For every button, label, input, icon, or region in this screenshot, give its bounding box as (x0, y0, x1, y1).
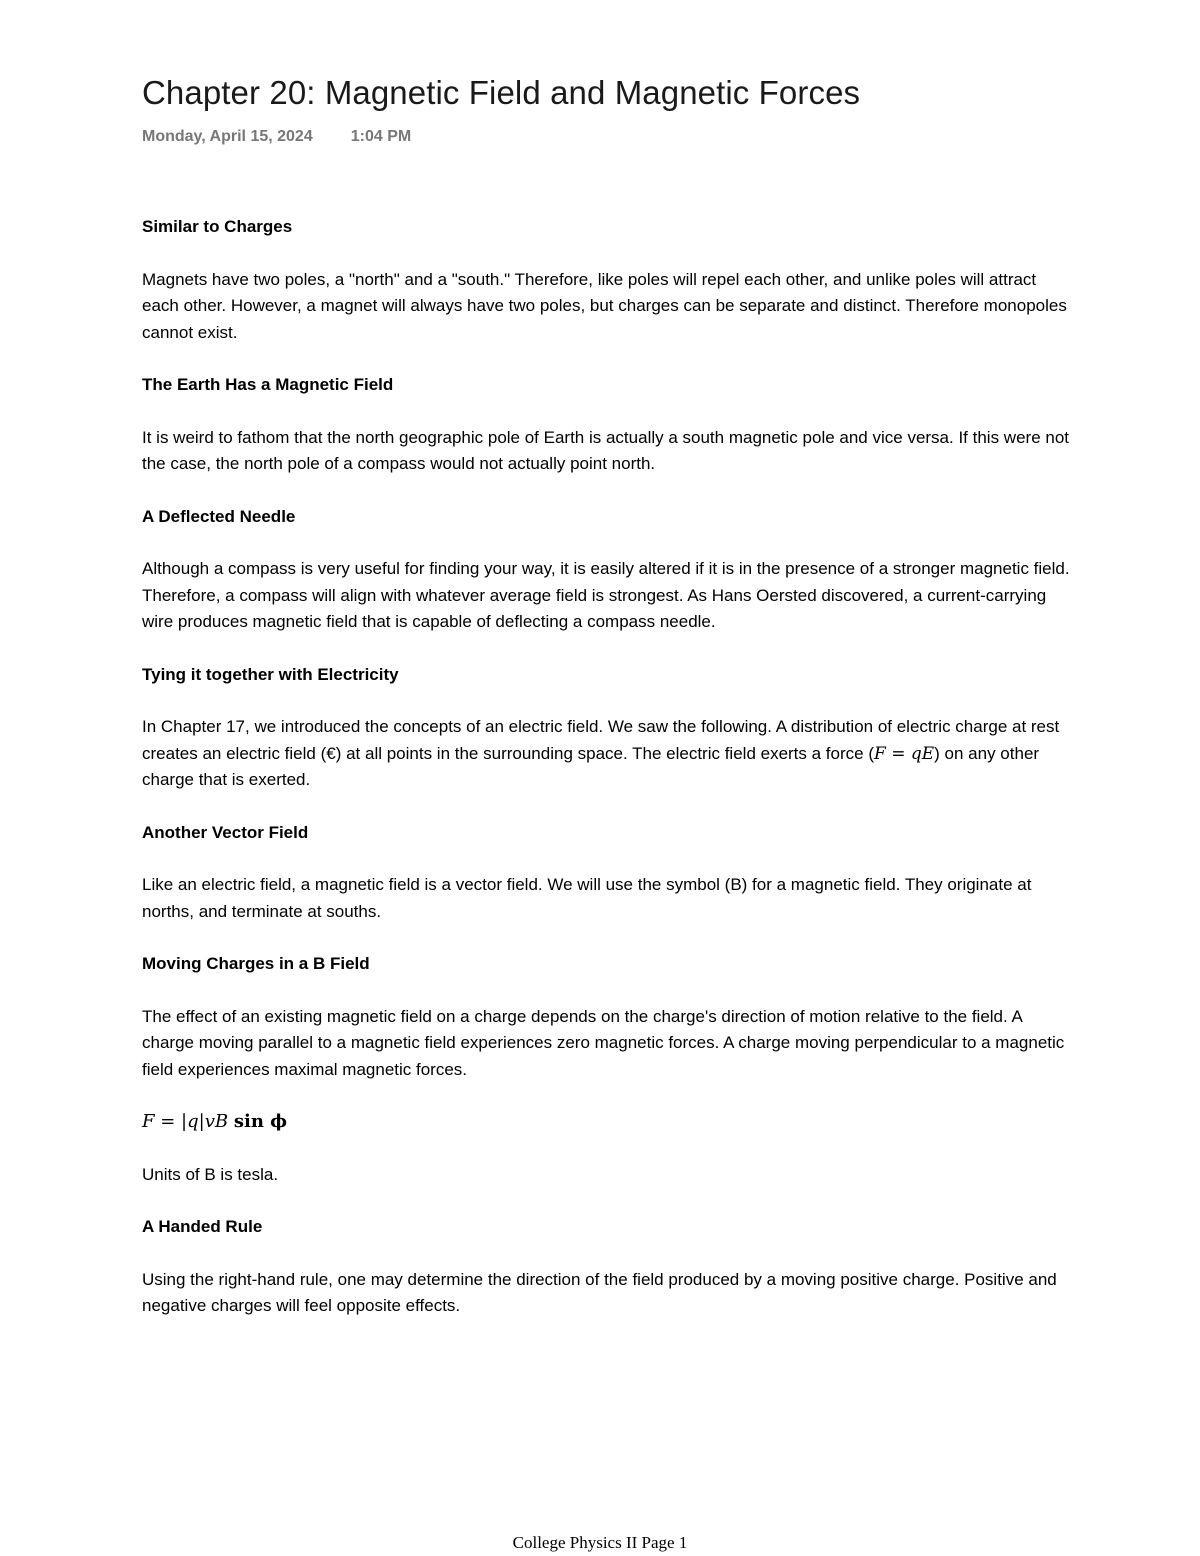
section-heading: A Handed Rule (142, 1217, 263, 1236)
section-body (142, 714, 1072, 794)
body-text: In Chapter 17, we introduced the concepts of an electric field. We saw the following. A distribution of electric charge at rest creates an electric field (€) at all points in the surrounding space. The electric field exerts a force ( (142, 717, 1060, 763)
page-title: Chapter 20: Magnetic Field and Magnetic Forces (142, 74, 861, 111)
section-body: Magnets have two poles, a "north" and a "south." Therefore, like poles will repel each other, and unlike poles will attract each other. However, a magnet will always have two poles, but charges can be separate and distinct. Therefore monopoles cannot exist. (142, 269, 1067, 342)
inline-equation: F = qE (874, 743, 935, 764)
page-time: 1:04 PM (350, 128, 412, 145)
note-content (142, 214, 1072, 1346)
page-timestamp (142, 128, 411, 146)
section-heading: Another Vector Field (142, 822, 309, 842)
section-heading: Similar to Charges (142, 217, 293, 236)
section-body: Using the right-hand rule, one may determine the direction of the field produced by a moving positive charge. Positive and negative charges will feel opposite effects. (142, 1269, 1057, 1315)
units-note: Units of B is tesla. (142, 1164, 279, 1184)
section-body: It is weird to fathom that the north geographic pole of Earth is actually a south magnetic pole and vice versa. If this were not the case, the north pole of a compass would not actually point north. (142, 427, 1070, 473)
page-footer: College Physics II Page 1 (512, 1533, 688, 1552)
body-text: ) on any other charge that is exerted. (142, 743, 1040, 789)
page-date: Monday, April 15, 2024 (142, 128, 313, 145)
section-heading: The Earth Has a Magnetic Field (142, 375, 394, 394)
section-heading: Tying it together with Electricity (142, 664, 399, 684)
section-body: Although a compass is very useful for finding your way, it is easily altered if it is in the presence of a stronger magnetic field. Therefore, a compass will align with whatever average field is strongest. As Hans Oersted discovered, a current-carrying wire produces magnetic field that is capable of deflecting a compass needle. (142, 559, 1070, 631)
magnetic-force-formula: F = |q|vB sin ϕ (142, 1111, 288, 1132)
section-heading: Moving Charges in a B Field (142, 954, 370, 973)
section-heading: A Deflected Needle (142, 506, 296, 526)
section-body: Like an electric field, a magnetic field is a vector field. We will use the symbol (B) for a magnetic field. They originate at norths, and terminate at souths. (142, 875, 1032, 921)
section-body: The effect of an existing magnetic field on a charge depends on the charge's direction of motion relative to the field. A charge moving parallel to a magnetic field experiences zero magnetic forces. A charge moving perpendicular to a magnetic field experiences maximal magnetic forces. (142, 1006, 1065, 1079)
